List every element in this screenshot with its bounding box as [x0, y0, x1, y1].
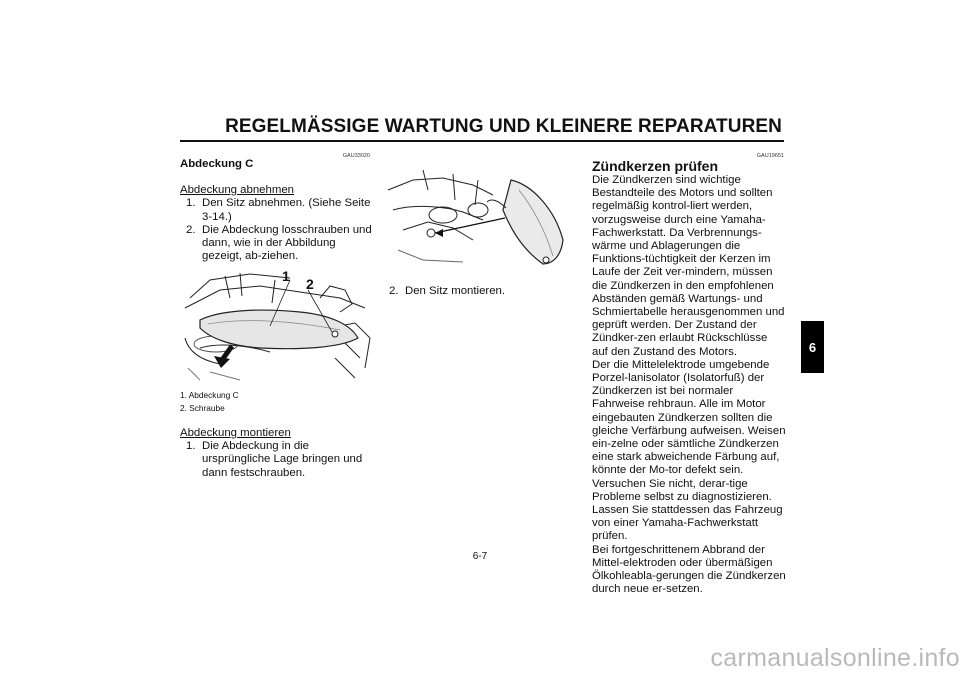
- middle-column: [383, 285, 573, 298]
- body-paragraph: Bei fortgeschrittenem Abbrand der Mittel-elektroden oder übermäßigen Ölkohleabla-gerungen die Zündkerzen durch neue er-setzen.: [592, 543, 786, 596]
- step-number: 2.: [389, 285, 399, 297]
- remove-step-2: [180, 224, 372, 264]
- step-text: Den Sitz montieren.: [405, 285, 506, 297]
- step-text: Die Abdeckung losschrauben und dann, wie in der Abbildung gezeigt, ab-ziehen.: [202, 223, 372, 263]
- chapter-tab: 6: [801, 321, 824, 373]
- page-number: 6-7: [472, 551, 488, 562]
- seat-illustration: [383, 160, 568, 275]
- section-code: GAU19651: [756, 153, 784, 159]
- body-paragraph: Der die Mittelelektrode umgebende Porzel-lanisolator (Isolatorfuß) der Zündkerzen ist bei normaler Fahrweise rehbraun. Alle im Motor eingebauten Zündkerzen sollten die gleiche Verfärbung aufweisen. Weisen ein-zelne oder sämtliche Zündkerzen eine stark abweichende Färbung auf, könnte der Mo-tor defekt sein. Versuchen Sie nicht, derar-tige Probleme selbst zu diagnostizieren. Lassen Sie stattdessen das Fahrzeug von einer Yamaha-Fachwerkstatt prüfen.: [592, 358, 786, 543]
- section-code: GAU33020: [342, 153, 370, 159]
- section-heading: Abdeckung C: [180, 158, 254, 170]
- remove-step-1: [180, 197, 372, 223]
- legend-item: 2. Schraube: [180, 403, 225, 413]
- chapter-title: REGELMÄSSIGE WARTUNG UND KLEINERE REPARATUREN: [225, 116, 782, 137]
- section-heading: Zündkerzen prüfen: [592, 158, 719, 174]
- step-number: 1.: [186, 440, 196, 453]
- body-paragraph: Die Zündkerzen sind wichtige Bestandteile des Motors und sollten regelmäßig kontrol-liert werden, vorzugsweise durch eine Yamaha-Fachwerkstatt. Da Verbrennungs-wärme und Ablagerungen die Funktions-tüchtigkeit der Kerzen im Laufe der Zeit ver-mindern, müssen die Zündkerzen in den empfohlenen Abständen gemäß Wartungs- und Schmiertabelle herausgenommen und geprüft werden. Der Zustand der Zündker-zen erlaubt Rückschlüsse auf den Zustand des Motors.: [592, 174, 785, 358]
- figure-label-1: 1: [282, 268, 290, 284]
- step-number: 2.: [186, 223, 196, 236]
- install-step-2: [383, 285, 573, 298]
- watermark: carmanualsonline.info: [710, 644, 960, 672]
- remove-heading: Abdeckung abnehmen: [180, 184, 294, 197]
- cover-illustration: [180, 268, 373, 388]
- header-rule: [180, 140, 784, 142]
- left-column: [180, 158, 372, 263]
- install-step-1: [180, 440, 372, 480]
- install-heading: Abdeckung montieren: [180, 427, 291, 439]
- right-column: [592, 158, 786, 597]
- install-section: [180, 427, 372, 480]
- legend-item: 1. Abdeckung C: [180, 390, 239, 400]
- figure-legend: [180, 389, 372, 415]
- figure-label-2: 2: [306, 276, 314, 292]
- step-text: Die Abdeckung in die ursprüngliche Lage bringen und dann festschrauben.: [202, 440, 363, 479]
- step-number: 1.: [186, 197, 196, 210]
- step-text: Den Sitz abnehmen. (Siehe Seite 3-14.): [202, 197, 371, 223]
